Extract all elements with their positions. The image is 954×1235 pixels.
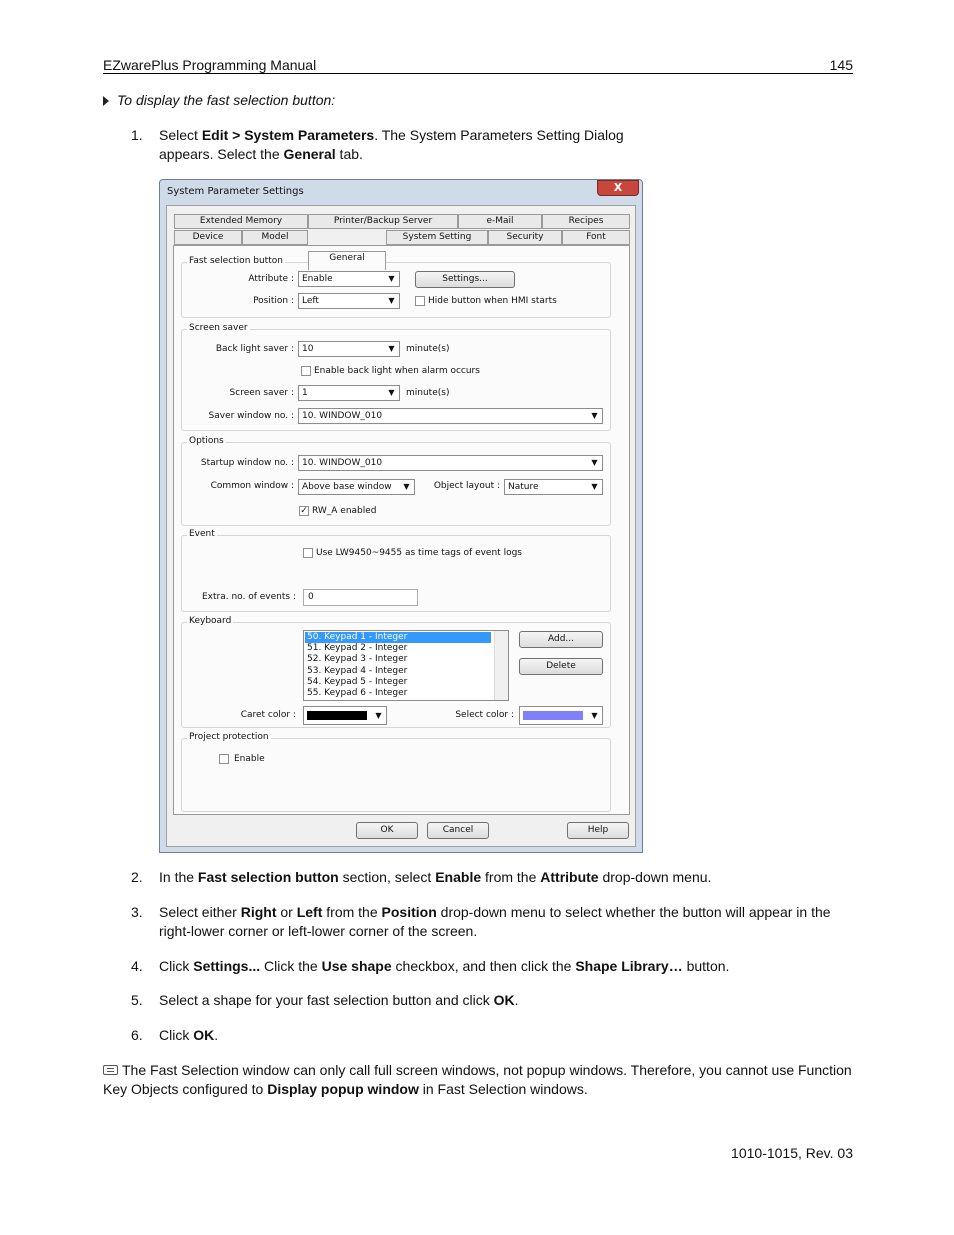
- pointing-hand-icon: [103, 1065, 118, 1075]
- startup-window-select[interactable]: 10. WINDOW_010 ▼: [298, 455, 603, 471]
- event-group: [181, 529, 611, 612]
- dialog-body: [166, 205, 636, 847]
- group-label: Keyboard: [189, 616, 232, 626]
- chevron-down-icon: ▼: [591, 482, 598, 491]
- general-tab-panel: [173, 245, 630, 815]
- tab-security[interactable]: Security: [488, 230, 562, 245]
- tab-device[interactable]: Device: [174, 230, 242, 245]
- backlight-unit: minute(s): [406, 344, 450, 354]
- keyboard-list[interactable]: [303, 630, 509, 701]
- screen-saver-unit: minute(s): [406, 388, 450, 398]
- backlight-label: Back light saver :: [215, 344, 294, 354]
- select-color-swatch: [523, 711, 583, 720]
- screen-saver-group: [181, 323, 611, 431]
- saver-window-label: Saver window no. :: [208, 411, 294, 421]
- chevron-down-icon: ▼: [388, 344, 395, 353]
- add-keyboard-button[interactable]: Add...: [519, 631, 603, 648]
- tab-email[interactable]: e-Mail: [458, 214, 542, 229]
- screen-saver-select[interactable]: 1 ▼: [298, 385, 400, 401]
- position-select[interactable]: Left ▼: [298, 293, 400, 309]
- manual-title: EZwarePlus Programming Manual: [103, 57, 317, 73]
- list-item[interactable]: 51. Keypad 2 - Integer: [307, 643, 408, 653]
- document-revision: 1010-1015, Rev. 03: [731, 1145, 853, 1161]
- common-window-select[interactable]: Above base window ▼: [298, 479, 415, 495]
- startup-window-label: Startup window no. :: [200, 458, 294, 468]
- chevron-down-icon: ▼: [403, 482, 410, 491]
- group-label: Options: [189, 436, 224, 446]
- hide-button-checkbox[interactable]: [415, 296, 425, 306]
- extra-events-label: Extra. no. of events :: [201, 592, 296, 602]
- tab-system-setting[interactable]: System Setting: [386, 230, 488, 245]
- delete-keyboard-button[interactable]: Delete: [519, 658, 603, 675]
- group-label: Event: [189, 529, 215, 539]
- ok-button[interactable]: OK: [356, 822, 418, 839]
- cancel-button[interactable]: Cancel: [427, 822, 489, 839]
- system-parameter-settings-dialog: [159, 179, 643, 853]
- list-item[interactable]: 50. Keypad 1 - Integer: [305, 632, 491, 643]
- position-label: Position :: [253, 296, 294, 306]
- page-number: 145: [829, 57, 853, 73]
- common-window-label: Common window :: [210, 481, 294, 491]
- tab-font[interactable]: Font: [562, 230, 630, 245]
- triangle-bullet-icon: [103, 96, 109, 106]
- object-layout-select[interactable]: Nature ▼: [504, 479, 603, 495]
- list-scrollbar[interactable]: [494, 631, 508, 700]
- dialog-title: System Parameter Settings: [167, 186, 304, 197]
- attribute-label: Attribute :: [248, 274, 294, 284]
- attribute-select[interactable]: Enable ▼: [298, 271, 400, 287]
- list-item[interactable]: 54. Keypad 5 - Integer: [307, 677, 408, 687]
- note-paragraph: The Fast Selection window can only call full screen windows, not popup windows. Therefore, you cannot use Function Key Objects configured to Display popup window in Fast Selection windows.: [103, 1062, 852, 1097]
- caret-color-swatch: [307, 711, 367, 720]
- lw-time-tags-checkbox[interactable]: [303, 548, 313, 558]
- tab-recipes[interactable]: Recipes: [542, 214, 630, 229]
- group-label: Fast selection button: [189, 256, 283, 266]
- chevron-down-icon: ▼: [591, 411, 598, 420]
- rwa-enabled-checkbox[interactable]: ✓: [300, 506, 308, 516]
- list-item[interactable]: 53. Keypad 4 - Integer: [307, 666, 408, 676]
- header-rule: [103, 73, 853, 74]
- backlight-select[interactable]: 10 ▼: [298, 341, 400, 357]
- group-label: Project protection: [189, 732, 269, 742]
- saver-window-select[interactable]: 10. WINDOW_010 ▼: [298, 408, 603, 424]
- lw-time-tags-label: Use LW9450~9455 as time tags of event logs: [316, 548, 522, 558]
- project-protection-group: [181, 732, 611, 812]
- alarm-backlight-checkbox[interactable]: [301, 366, 311, 376]
- chevron-down-icon: ▼: [591, 711, 598, 720]
- screen-saver-label: Screen saver :: [229, 388, 294, 398]
- group-label: Screen saver: [189, 323, 248, 333]
- procedure-heading: To display the fast selection button:: [103, 92, 335, 108]
- caret-color-label: Caret color :: [240, 710, 296, 720]
- protection-enable-label: Enable: [234, 754, 265, 764]
- tab-general[interactable]: General: [308, 251, 386, 270]
- protection-enable-checkbox[interactable]: [219, 754, 229, 764]
- caret-color-picker[interactable]: [303, 706, 387, 725]
- select-color-label: Select color :: [455, 710, 514, 720]
- options-group: [181, 436, 611, 526]
- chevron-down-icon: ▼: [375, 711, 382, 720]
- list-item[interactable]: 52. Keypad 3 - Integer: [307, 654, 408, 664]
- object-layout-label: Object layout :: [433, 481, 500, 491]
- select-color-picker[interactable]: [519, 706, 603, 725]
- chevron-down-icon: ▼: [388, 296, 395, 305]
- extra-events-input[interactable]: 0: [303, 589, 418, 606]
- settings-button[interactable]: Settings...: [415, 271, 515, 288]
- chevron-down-icon: ▼: [388, 274, 395, 283]
- alarm-backlight-label: Enable back light when alarm occurs: [314, 366, 480, 376]
- keyboard-group: [181, 616, 611, 728]
- chevron-down-icon: ▼: [388, 388, 395, 397]
- hide-button-label: Hide button when HMI starts: [428, 296, 557, 306]
- tab-model[interactable]: Model: [242, 230, 308, 245]
- tab-extended-memory[interactable]: Extended Memory: [174, 214, 308, 229]
- list-item[interactable]: 55. Keypad 6 - Integer: [307, 688, 408, 698]
- rwa-enabled-label: RW_A enabled: [312, 506, 377, 516]
- close-icon[interactable]: X: [597, 180, 639, 196]
- tab-printer-backup-server[interactable]: Printer/Backup Server: [308, 214, 458, 229]
- help-button[interactable]: Help: [567, 822, 629, 839]
- chevron-down-icon: ▼: [591, 458, 598, 467]
